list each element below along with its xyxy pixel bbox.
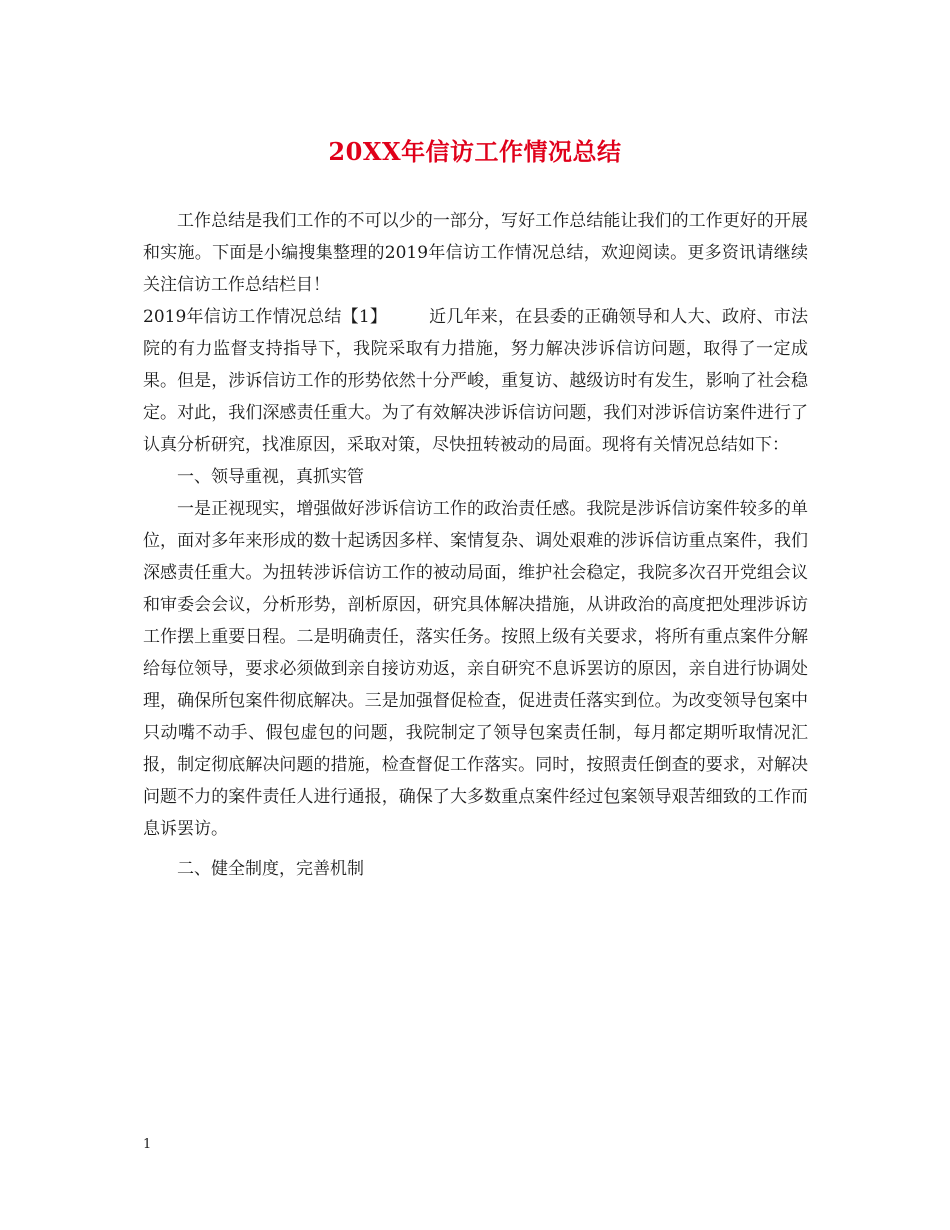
heading-two: 二、健全制度，完善机制 bbox=[177, 859, 364, 879]
page-number: 1 bbox=[143, 1137, 152, 1152]
section-one-heading: 2019年信访工作情况总结【1】 bbox=[143, 307, 388, 327]
section-one-paragraph bbox=[143, 301, 808, 461]
heading-one: 一、领导重视，真抓实管 bbox=[177, 467, 364, 487]
document-body bbox=[143, 205, 808, 885]
intro-paragraph: 工作总结是我们工作的不可以少的一部分，写好工作总结能让我们的工作更好的开展和实施。下面是小编搜集整理的2019年信访工作情况总结，欢迎阅读。更多资讯请继续关注信访工作总结栏目！ bbox=[143, 211, 808, 295]
section-one-text: 近几年来，在县委的正确领导和人大、政府、市法院的有力监督支持指导下，我院采取有力措施，努力解决涉诉信访问题，取得了一定成果。但是，涉诉信访工作的形势依然十分严峻，重复访、越级访时有发生，影响了社会稳定。对此，我们深感责任重大。为了有效解决涉诉信访问题，我们对涉诉信访案件进行了认真分析研究，找准原因，采取对策，尽快扭转被动的局面。现将有关情况总结如下： bbox=[143, 307, 808, 455]
document-title: 20XX年信访工作情况总结 bbox=[328, 137, 622, 166]
paragraph-one: 一是正视现实，增强做好涉诉信访工作的政治责任感。我院是涉诉信访案件较多的单位，面对多年来形成的数十起诱因多样、案情复杂、调处艰难的涉诉信访重点案件，我们深感责任重大。为扭转涉诉信访工作的被动局面，维护社会稳定，我院多次召开党组会议和审委会会议，分析形势，剖析原因，研究具体解决措施，从讲政治的高度把处理涉诉访工作摆上重要日程。二是明确责任，落实任务。按照上级有关要求，将所有重点案件分解给每位领导，要求必须做到亲自接访劝返，亲自研究不息诉罢访的原因，亲自进行协调处理，确保所包案件彻底解决。三是加强督促检查，促进责任落实到位。为改变领导包案中只动嘴不动手、假包虚包的问题，我院制定了领导包案责任制，每月都定期听取情况汇报，制定彻底解决问题的措施，检查督促工作落实。同时，按照责任倒查的要求，对解决问题不力的案件责任人进行通报，确保了大多数重点案件经过包案领导艰苦细致的工作而息诉罢访。 bbox=[143, 499, 808, 839]
